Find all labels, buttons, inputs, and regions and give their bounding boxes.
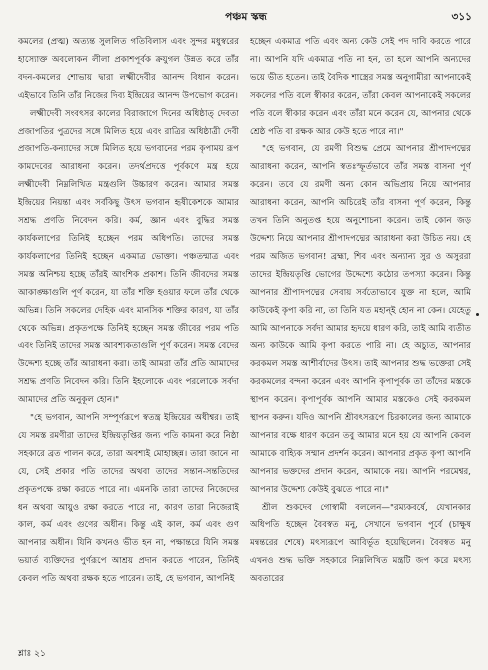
paragraph: "হে ভগবান, যে রমণী বিশুদ্ধ প্রেমে আপনার শ্রীপাদপদ্মের আরাধনা করেন, আপনি স্বতঃস্ফূর্তভাবে তাঁর সমস্ত বাসনা পূর্ণ করেন। তবে যে রমণী অন্য কোন অভিপ্রায় নিয়ে আপনার আরাধনা করেন, আপনি অচিরেই তাঁর বাসনা পূর্ণ করেন, কিন্তু তখন তিনি অনুতপ্ত হয়ে অনুশোচনা করেন। তাই কোন জড় উদ্দেশ্য নিয়ে আপনার শ্রীপাদপদ্মের আরাধনা করা উচিত নয়। হে পরম অজিত ভগবান! ব্রহ্মা, শিব এবং অন্যান্য সুর ও অসুররা তাদের ইন্দ্রিয়তৃপ্তি ভোগের উদ্দেশ্যে কঠোর তপস্যা করেন। কিন্তু আপনার শ্রীপাদপদ্মের সেবায় সর্বতোভাবে যুক্ত না হলে, আমি কাউকেই কৃপা করি না, তা তিনি যত মহান্‌ই হোন না কেন। যেহেতু আমি আপনাকে সর্বদা আমার হৃদয়ে ধারণ করি, তাই আমি ব্যতীত অন্য কাউকে আমি কৃপা করতে পারি না। হে অচ্যুত, আপনার করকমল সমস্ত আশীর্বাদের উৎস। তাই আপনার শুদ্ধ ভক্তেরা সেই করকমলের বন্দনা করেন এবং আপনি কৃপাপূর্বক তা তাঁদের মস্তকে স্থাপন করেন। কৃপাপূর্বক আপনি আমার মস্তকেও সেই করকমল স্থাপন করুন। যদিও আপনি শ্রীবৎসরূপে চিরকালের জন্য আমাকে আপনার বক্ষে ধারণ করেন তবু আমার মনে হয় যে আপনি কেবল আমাকে বাহ্যিক সম্মান প্রদর্শন করেন। আপনার প্রকৃত কৃপা আপনি আপনার ভক্তদের প্রদান করেন, আমাকে নয়। আপনি পরমেশ্বর, আপনার উদ্দেশ্য কেউই বুঝতে পারে না।": [250, 144, 471, 495]
paragraph: "হে ভগবান, আপনি সম্পূর্ণরূপে স্বতন্ত্র ইন্দ্রিয়ের অধীশ্বর। তাই যে সমস্ত রমণীরা তাদের ইন্দ্রিয়তৃপ্তির জন্য পতি কামনা করে নিষ্ঠা সহকারে ব্রত পালন করে, তারা অবশ্যই মোহাচ্ছন্ন। তারা জানে না যে, সেই প্রকার পতি তাদের অথবা তাদের সন্তান-সন্ততিদের প্রকৃতপক্ষে রক্ষা করতে পারে না। এমনকি তারা তাদের নিজেদের ধন অথবা আয়ুও রক্ষা করতে পারে না, কারণ তারা নিজেরাই কাল, কর্ম এবং গুণের অধীন। কিন্তু এই কাল, কর্ম এবং গুণ আপনার অধীন। যিনি কখনও ভীত হন না, পক্ষান্তরে যিনি সমস্ত ভয়ার্ত ব্যক্তিদের পুর্ণরূপে আশ্রয় প্রদান করতে পারেন, তিনিই কেবল পতি অথবা রক্ষক হতে পারেন। তাই, হে ভগবান, আপনিই: [18, 413, 239, 585]
page-number: ৩১১: [451, 11, 472, 23]
margin-mark: [476, 313, 479, 316]
paragraph: লক্ষ্মীদেবী সংবৎসর কালের বিরাজাগে দিনের অধিষ্ঠাত্ দেবতা প্রজাপতির পুত্রদের সঙ্গে মিলিত হয়ে এবং রাত্রির অধিষ্ঠাত্রী দেবী প্রজাপতি-কন্যাদের সঙ্গে মিলিত হয়ে ভগবানের পরম কৃপাময় রূপ কামদেবের আরাধনা করেন। তদর্থপ্রদত্তে পূর্বকণে মন্ত্র হয়ে লক্ষ্মীদেবী নিম্নলিখিত মন্ত্রগুলি উচ্চারণ করেন। আমার সমস্ত ইন্দ্রিয়ের নিয়ন্তা এবং সর্বকিছু উৎস ভগবান হৃষীকেশকে আমার সশ্রদ্ধ প্রণতি নিবেদন করি। কর্ম, জ্ঞান এবং বুদ্ধির সমস্ত কার্যকলাপের তিনিই হচ্ছেন পরম অধিপতি। তাদের সমস্ত কার্যকলাপের তিনিই হচ্ছেন একমাত্র ভোক্তা। পঞ্চতন্মাত্র এবং সমস্ত অনিশ্চয় হচ্ছে তাঁরই আংশিক প্রকাশ। তিনি জীবদের সমস্ত আকাঙ্ক্ষাগুলি পূর্ণ করেন, যা তাঁর শক্তি হওয়ার ফলে তাঁর থেকে অভিন্ন। তিনি সকলের দেহিক এবং মানসিক শক্তির কারণ, যা তাঁর থেকে অভিন্ন। প্রকৃতপক্ষে তিনিই হচ্ছেন সমস্ত জীবের পরম পতি এবং তিনিই তাদের সমস্ত আবশ্যকতাগুলি পূর্ণ করেন। সমস্ত বেদের উদ্দেশ্য হচ্ছে তাঁর আরাধনা করা। তাই আমরা তাঁর প্রতি আমাদের সশ্রদ্ধ প্রণতি নিবেদন করি। তিনি ইহলোকে এবং পরলোকে সর্বদা আমাদের প্রতি অনুকূল হোন।": [18, 108, 239, 406]
right-column: [250, 34, 471, 640]
paragraph: শ্রীল শুকদেব গোস্বামী বললেন—"রম্যকবর্ষে, যেখানকার অধিপতি হচ্ছেন বৈবস্বত মনু, সেখানে ভগবান পূর্বে (চাক্ষুষ মন্বন্তরের শেষে) মৎস্যরূপে আবির্ভূত হয়েছিলেন। বৈবস্বত মনু এখনও শুদ্ধ ভক্তি সহকারে নিম্নলিখিত মন্ত্রটি জপ করে মৎস্য অবতারের: [250, 502, 471, 585]
page-header: [18, 10, 474, 28]
running-title: পঞ্চম স্কন্ধ: [225, 11, 267, 23]
paragraph: হচ্ছেন একমাত্র পতি এবং অন্য কেউ সেই পদ দাবি করতে পারে না। আপনি যদি একমাত্র পতি না হন, তা হলে আপনি অন্যদের ভয়ে ভীত হতেন। তাই বৈদিক শাস্ত্রের সমস্ত অনুগামীরা আপনাকেই সকলের পতি বলে স্বীকার করেন, তাঁরা কেবল আপনাকেই সকলের পতি বলে স্বীকার করেন এবং তাঁরা মনে করেন যে, আপনার থেকে শ্রেষ্ঠ পতি বা রক্ষক আর কেউ হতে পারে না।": [250, 37, 471, 137]
signature-mark: শ্লাঃ ২১: [18, 649, 46, 659]
left-column: [18, 34, 239, 640]
paragraph: কমলের (প্রত্ম) অত্যন্ত সুললিত গতিবিলাস এবং সুন্দর মধুস্বরের হাস্যোক্ত অবলোকন লীলা প্রকাশপূর্বক ক্রযুগল উন্নত করে তাঁর বদন-কমলের শোভায় দ্বারা লক্ষ্মীদেবীর আনন্দ বিধান করেন। এইভাবে তিনি তাঁর নিজের দিব্য ইন্দ্রিয়ের আনন্দ উপভোগ করেন।: [18, 37, 239, 101]
